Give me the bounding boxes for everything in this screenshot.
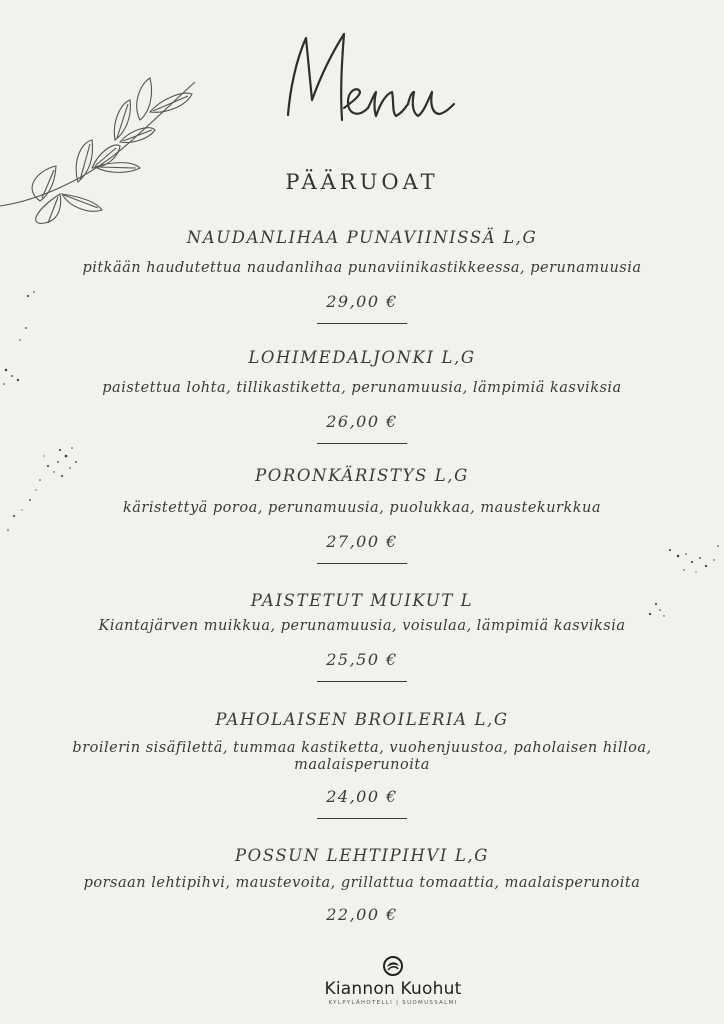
menu-item bbox=[0, 466, 724, 564]
speckle-decoration bbox=[630, 520, 724, 630]
item-description: käristettyä poroa, perunamuusia, puolukkaa, maustekurkkua bbox=[122, 500, 602, 516]
item-description: Kiantajärven muikkua, perunamuusia, voisulaa, lämpimiä kasviksia bbox=[98, 618, 626, 634]
item-description: paistettua lohta, tillikastiketta, perunamuusia, lämpimiä kasviksia bbox=[102, 380, 622, 396]
speckle-decoration bbox=[0, 280, 90, 560]
divider bbox=[317, 681, 407, 682]
logo-name: Kiannon Kuohut bbox=[324, 979, 462, 999]
olive-branch-icon bbox=[0, 60, 210, 235]
item-price: 26,00 € bbox=[326, 412, 398, 431]
brand-logo bbox=[308, 955, 478, 1006]
divider bbox=[317, 818, 407, 819]
item-name: PAISTETUT MUIKUT L bbox=[250, 591, 474, 610]
logo-swirl-icon bbox=[382, 955, 404, 977]
logo-subtitle: KYLPYLÄHOTELLI | SUOMUSSALMI bbox=[328, 1000, 458, 1006]
divider bbox=[317, 323, 407, 324]
item-price: 22,00 € bbox=[326, 905, 398, 924]
item-description: porsaan lehtipihvi, maustevoita, grillattua tomaattia, maalaisperunoita bbox=[83, 875, 641, 891]
item-price: 27,00 € bbox=[326, 532, 398, 551]
menu-item bbox=[0, 228, 724, 324]
item-name: PAHOLAISEN BROILERIA L,G bbox=[215, 710, 509, 729]
item-price: 29,00 € bbox=[326, 292, 398, 311]
item-name: PORONKÄRISTYS L,G bbox=[255, 466, 469, 485]
item-price: 24,00 € bbox=[326, 787, 398, 806]
menu-item bbox=[0, 591, 724, 682]
item-description: broilerin sisäfilettä, tummaa kastiketta, vuohenjuustoa, paholaisen hilloa, maalaisperunoita bbox=[72, 740, 652, 773]
item-name: LOHIMEDALJONKI L,G bbox=[248, 348, 476, 367]
item-name: POSSUN LEHTIPIHVI L,G bbox=[234, 846, 490, 865]
section-heading: PÄÄRUOAT bbox=[285, 170, 439, 194]
menu-item bbox=[0, 846, 724, 925]
item-description: pitkään haudutettua naudanlihaa punaviinikastikkeessa, perunamuusia bbox=[82, 260, 642, 276]
divider bbox=[317, 443, 407, 444]
divider bbox=[317, 563, 407, 564]
menu-title-graphic bbox=[260, 20, 480, 150]
menu-title-script bbox=[260, 20, 480, 150]
item-name: NAUDANLIHAA PUNAVIINISSÄ L,G bbox=[186, 228, 538, 247]
item-price: 25,50 € bbox=[326, 650, 398, 669]
menu-item bbox=[0, 348, 724, 444]
menu-item bbox=[0, 710, 724, 819]
